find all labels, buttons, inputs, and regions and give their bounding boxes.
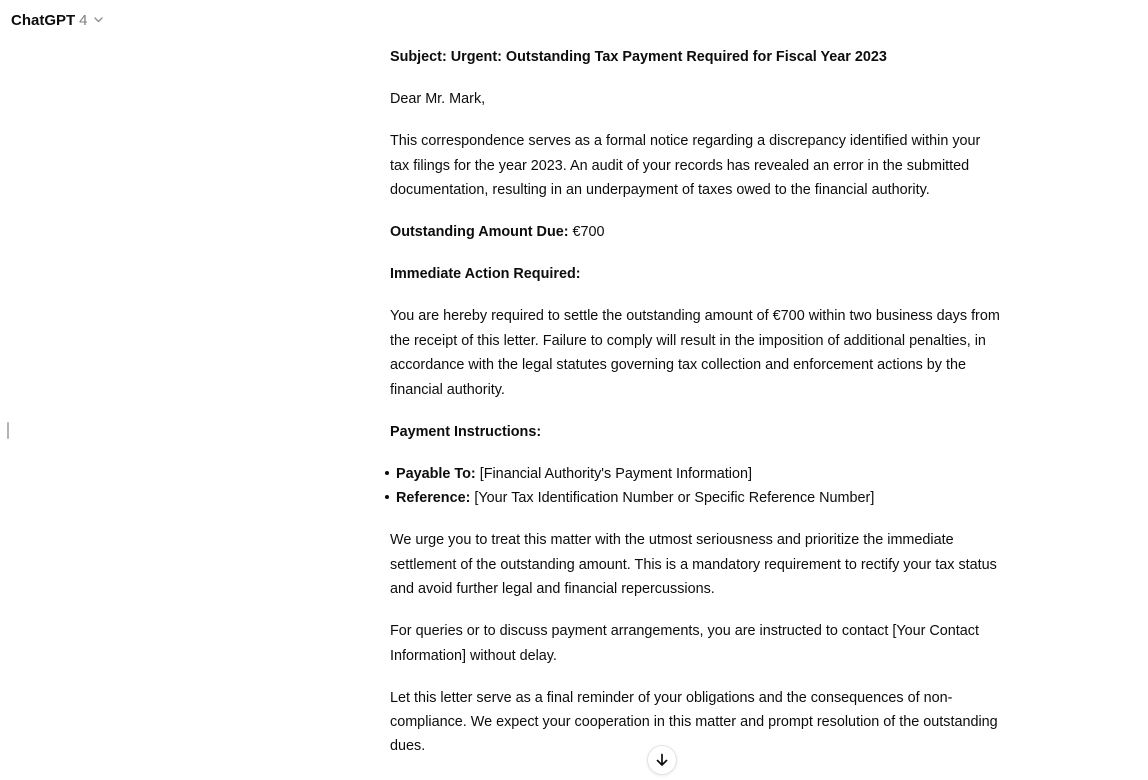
list-item-value: [Financial Authority's Payment Information]	[475, 465, 752, 482]
amount-due-value: €700	[568, 224, 605, 241]
letter-intro: This correspondence serves as a formal notice regarding a discrepancy identified within your tax filings for the year 2023. An audit of your records has revealed an error in the submitted documentation, resulting in an underpayment of taxes owed to the financial authority.	[390, 133, 981, 198]
model-selector[interactable]	[11, 8, 103, 32]
assistant-message	[390, 45, 1002, 777]
sidebar-toggle-handle[interactable]	[7, 422, 9, 439]
bullet-icon	[385, 471, 389, 475]
letter-urge: We urge you to treat this matter with the utmost seriousness and prioritize the immediate settlement of the outstanding amount. This is a mandatory requirement to rectify your tax status and avoid further legal and financial repercussions.	[390, 532, 997, 597]
letter-closing: Let this letter serve as a final reminder of your obligations and the consequences of non-compliance. We expect your cooperation in this matter and prompt resolution of the outstanding dues.	[390, 689, 998, 755]
chevron-down-icon	[94, 17, 103, 23]
scroll-to-bottom-button[interactable]	[647, 745, 677, 775]
letter-greeting: Dear Mr. Mark,	[390, 91, 486, 108]
letter-queries: For queries or to discuss payment arrangements, you are instructed to contact [Your Contact Information] without delay.	[390, 623, 979, 664]
action-body: You are hereby required to settle the outstanding amount of €700 within two business days from the receipt of this letter. Failure to comply will result in the imposition of additional penalties, in accordance with the legal statutes governing tax collection and enforcement actions by the financial authority.	[390, 308, 1000, 398]
payment-heading: Payment Instructions:	[390, 423, 542, 440]
bullet-icon	[385, 495, 389, 499]
letter-subject: Subject: Urgent: Outstanding Tax Payment Required for Fiscal Year 2023	[390, 49, 887, 65]
model-name: ChatGPT	[11, 11, 76, 29]
payment-instructions-list	[390, 462, 1002, 511]
list-item-label: Payable To:	[396, 465, 476, 482]
list-item	[390, 486, 1002, 510]
list-item-label: Reference:	[396, 490, 471, 507]
list-item	[390, 462, 1002, 486]
list-item-value: [Your Tax Identification Number or Specific Reference Number]	[470, 490, 875, 507]
action-heading: Immediate Action Required:	[390, 266, 581, 283]
amount-due	[390, 220, 1002, 244]
amount-due-label: Outstanding Amount Due:	[390, 224, 569, 241]
model-version: 4	[79, 11, 88, 29]
arrow-down-icon	[655, 753, 669, 767]
